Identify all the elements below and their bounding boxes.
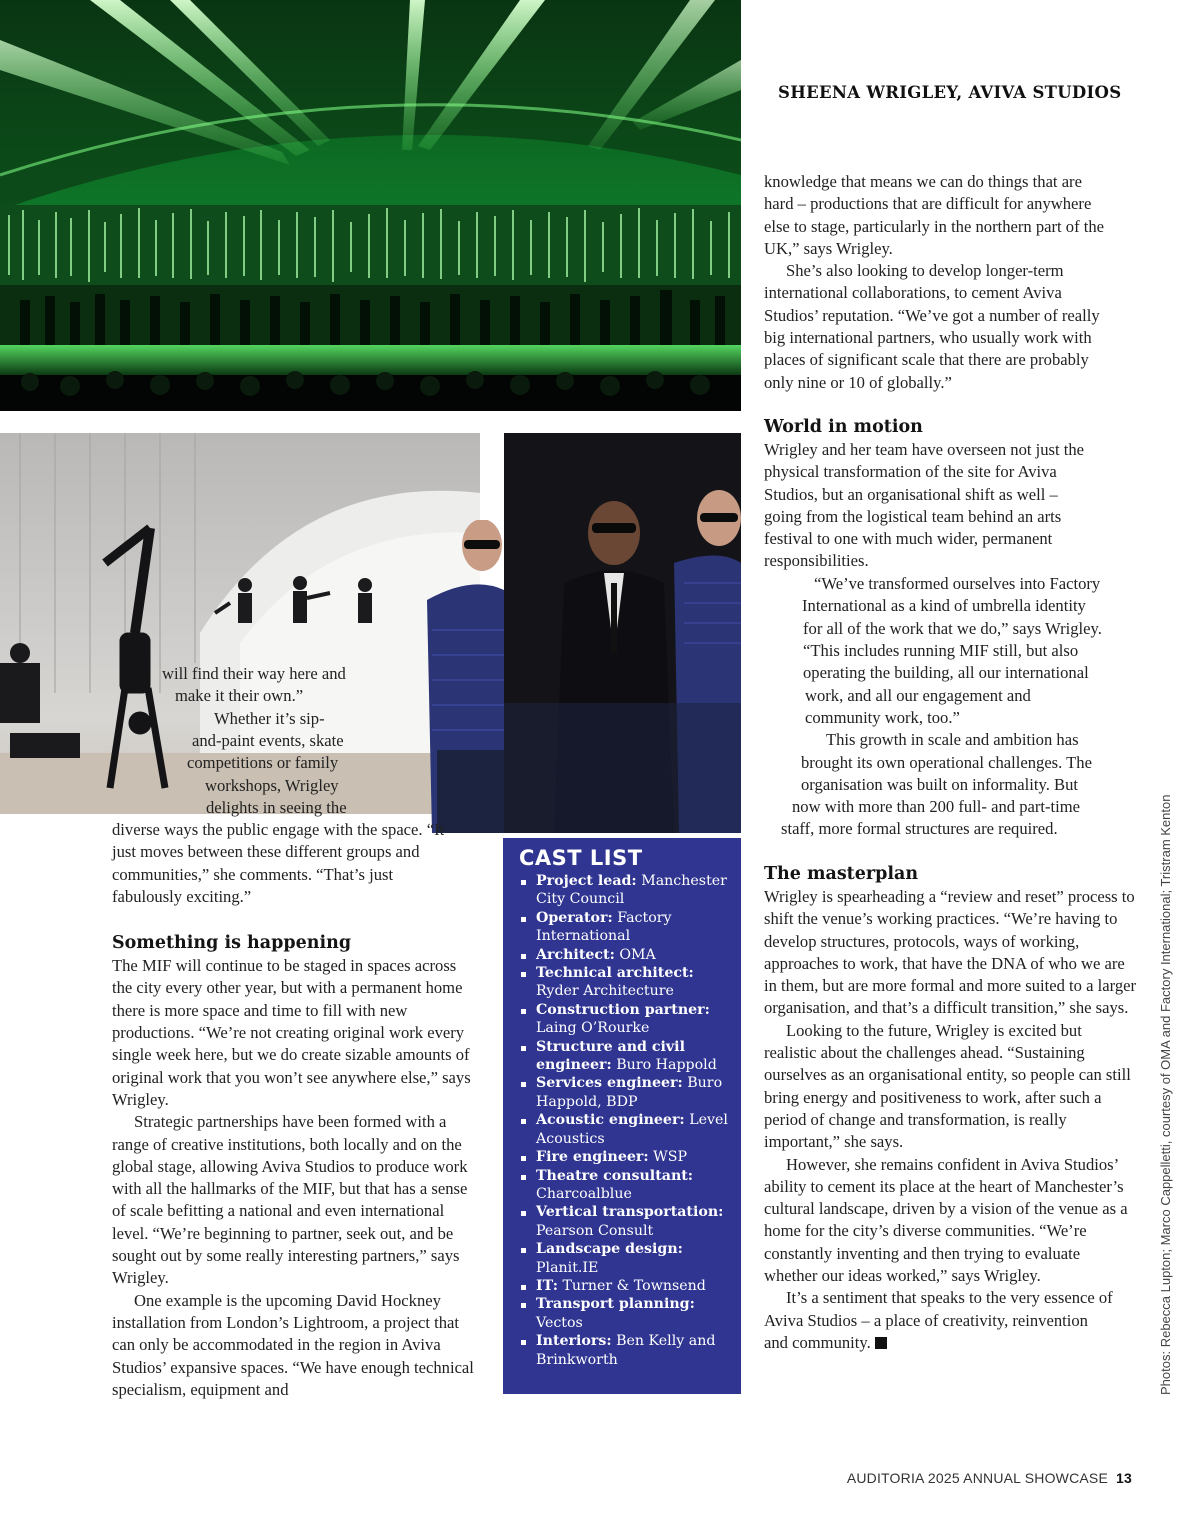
wrap-line: competitions or family xyxy=(187,753,339,772)
cast-item: Architect: OMA xyxy=(519,946,729,964)
wrap-line: International as a kind of umbrella identity xyxy=(802,596,1086,615)
wrap-line: workshops, Wrigley xyxy=(205,776,339,795)
cast-item: Transport planning: Vectos xyxy=(519,1295,729,1332)
performer-left-illustration xyxy=(412,520,504,833)
wrap-line: “We’ve transformed ourselves into Factory xyxy=(814,574,1101,593)
cast-item: Construction partner: Laing O’Rourke xyxy=(519,1001,729,1038)
wrap-line: community work, too.” xyxy=(805,708,960,727)
cast-item: Project lead: Manchester City Council xyxy=(519,872,729,909)
paragraph: It’s a sentiment that speaks to the very essence of Aviva Studios – a place of creativity, reinvention and community. xyxy=(764,1288,1113,1352)
cast-item: Technical architect: Ryder Architecture xyxy=(519,964,729,1001)
right-column-bottom xyxy=(764,862,1136,1354)
page-number: 13 xyxy=(1116,1470,1132,1486)
publication-name: AUDITORIA 2025 ANNUAL SHOWCASE xyxy=(846,1470,1109,1486)
performers-sunglasses-photo xyxy=(504,433,741,833)
laser-stage-illustration xyxy=(0,0,741,411)
wrap-line: organisation was built on informality. But xyxy=(801,775,1078,794)
paragraph: Strategic partnerships have been formed with a range of creative institutions, both locally and on the global stage, allowing Aviva Studios to produce work with all the hallmarks of the MIF, but that has a sense of scale befitting a national and even international level. “We’re beginning to partner, seek out, and be sought out by some really interesting partners,” says Wrigley. xyxy=(112,1112,468,1288)
cast-list-box xyxy=(503,838,741,1394)
cast-item: Landscape design: Planit.IE xyxy=(519,1240,729,1277)
cast-item: Structure and civil engineer: Buro Happold xyxy=(519,1038,729,1075)
wrap-line: for all of the work that we do,” says Wrigley. xyxy=(803,619,1102,638)
page-footer xyxy=(847,1470,1132,1486)
cast-item: Interiors: Ben Kelly and Brinkworth xyxy=(519,1332,729,1369)
wrap-line: will find their way here and xyxy=(162,664,346,683)
wrap-line: Whether it’s sip- xyxy=(214,709,325,728)
cast-item: Vertical transportation: Pearson Consult xyxy=(519,1203,729,1240)
wrap-line: brought its own operational challenges. The xyxy=(801,753,1092,772)
cast-item: Theatre consultant: Charcoalblue xyxy=(519,1167,729,1204)
paragraph: Wrigley is spearheading a “review and reset” process to shift the venue’s working practices. “We’re having to develop structures, protocols, ways of working, approaches to work, that have the DNA of who we are in them, but are more formal and more suited to a larger organisation, and that’s a difficult transition,” she says. xyxy=(764,887,1137,1018)
cast-item: Operator: Factory International xyxy=(519,909,729,946)
cast-item: IT: Turner & Townsend xyxy=(519,1277,729,1295)
section-heading: Something is happening xyxy=(112,933,352,954)
cast-list-title: CAST LIST xyxy=(519,846,643,870)
end-mark-icon xyxy=(875,1337,887,1349)
paragraph: Looking to the future, Wrigley is excited but realistic about the challenges ahead. “Sustaining ourselves as an organisational entity, so people can still bring energy and positiveness to work, after such a period of change and transformation, is really important,” she says. xyxy=(764,1020,1131,1152)
wrap-line: make it their own.” xyxy=(175,686,304,705)
cast-item: Services engineer: Buro Happold, BDP xyxy=(519,1074,729,1111)
paragraph: One example is the upcoming David Hockney installation from London’s Lightroom, a project that can only be accommodated in the region in Aviva Studios’ expansive spaces. “We have enough technical specialism, equipment and xyxy=(112,1290,474,1399)
paragraph: The MIF will continue to be staged in spaces across the city every other year, but with a permanent home there is more space and time to fill with new productions. “We’re not creating original work every single week here, but we do create sizable amounts of original work that you won’t see anywhere else,” says Wrigley. xyxy=(112,956,471,1109)
wrap-line: now with more than 200 full- and part-time xyxy=(792,797,1081,816)
wrap-line: delights in seeing the xyxy=(206,798,347,817)
wrap-line: staff, more formal structures are required. xyxy=(781,819,1058,838)
paragraph: knowledge that means we can do things that are hard – productions that are difficult for anywhere else to stage, particularly in the northern part of the UK,” says Wrigley. xyxy=(764,172,1105,258)
right-column-top xyxy=(764,171,1114,573)
paragraph: However, she remains confident in Aviva Studios’ ability to cement its place at the heart of Manchester’s cultural landscape, driven by a vision of the venue as a home for the city’s diverse communities. “We’re constantly inventing and then trying to evaluate whether our ideas worked,” says Wrigley. xyxy=(764,1154,1128,1286)
paragraph: diverse ways the public engage with the space. “It just moves between these different groups and communities,” she comments. “That’s just fabulously exciting.” xyxy=(112,820,445,906)
performers-illustration xyxy=(504,433,741,833)
left-column-body xyxy=(112,819,474,1401)
wrap-line: “This includes running MIF still, but also xyxy=(803,641,1079,660)
wrap-line: operating the building, all our international xyxy=(803,663,1089,682)
article-kicker: SHEENA WRIGLEY, AVIVA STUDIOS xyxy=(778,83,1122,102)
paragraph: Wrigley and her team have overseen not just the physical transformation of the site for Aviva Studios, but an organisational shift as well – going from the logistical team behind an arts festival to one with much wider, permanent responsibilities. xyxy=(764,439,1085,571)
section-heading: World in motion xyxy=(764,416,923,437)
cast-item: Fire engineer: WSP xyxy=(519,1148,729,1166)
wrap-line: work, and all our engagement and xyxy=(805,686,1031,705)
paragraph: She’s also looking to develop longer-term international collaborations, to cement Aviva Studios’ reputation. “We’ve got a number of really big international partners, who usually work with places of significant scale that there are probably only nine or 10 of globally.” xyxy=(764,261,1100,392)
right-column-wrap xyxy=(760,573,1140,843)
cast-list xyxy=(519,872,729,1369)
green-laser-stage-photo xyxy=(0,0,741,411)
performer-left-extension xyxy=(412,520,504,833)
wrap-line: This growth in scale and ambition has xyxy=(826,730,1079,749)
photo-credit: Photos: Rebecca Lupton; Marco Cappelletti, courtesy of OMA and Factory International; Tristram Kenton xyxy=(1158,794,1173,1395)
cast-item: Acoustic engineer: Level Acoustics xyxy=(519,1111,729,1148)
section-heading: The masterplan xyxy=(764,864,919,884)
wrap-line: and-paint events, skate xyxy=(192,731,344,750)
